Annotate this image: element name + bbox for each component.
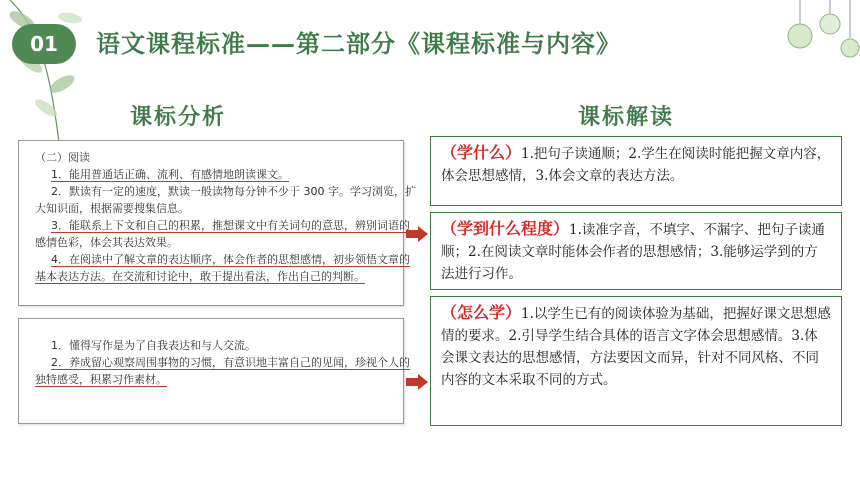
interpretation-label: （怎么学） [441, 303, 522, 322]
interpretation-what-to-learn [430, 136, 842, 206]
page-title: 语文课程标准——第二部分《课程标准与内容》 [96, 29, 621, 58]
leaf-decoration-icon [0, 0, 120, 150]
standard-excerpt-reading [18, 140, 416, 306]
left-section-heading: 课标分析 [130, 104, 227, 130]
interpretation-text: 1.以学生已有的阅读体验为基础，把握好课文思想感情的要求。2.引导学生结合具体的语言文字体会思想感情。3.体会课文表达的思想感情，方法要因文而异，针对不同风格、不同内容的文本采取不同的方式。 [441, 306, 831, 388]
standard-excerpt-writing [18, 318, 410, 424]
excerpt-line: 独特感受，积累习作素材。 [35, 373, 167, 386]
section-number-badge: 01 [12, 24, 76, 64]
hanging-bulbs-icon [770, 0, 860, 70]
right-arrow-icon [406, 226, 428, 242]
excerpt-line: 感情色彩，体会其表达效果。 [35, 236, 178, 249]
interpretation-how-to-learn [430, 296, 842, 426]
excerpt-line: 2．默读有一定的速度，默读一般读物每分钟不少于 300 字。学习浏览，扩 [51, 185, 416, 198]
excerpt-line: 2．养成留心观察周围事物的习惯，有意识地丰富自己的见闻，珍视个人的 [51, 356, 410, 369]
right-section-heading: 课标解读 [578, 104, 675, 130]
right-arrow-icon [406, 374, 428, 390]
excerpt-line: 1．能用普通话正确、流利、有感情地朗读课文。 [51, 168, 289, 181]
excerpt-line: 大知识面，根据需要搜集信息。 [35, 202, 189, 215]
excerpt-line: 3．能联系上下文和自己的积累，推想课文中有关词句的意思，辨别词语的 [51, 219, 410, 232]
excerpt-line: （二）阅读 [35, 151, 90, 164]
interpretation-text: 1.读准字音，不填字、不漏字、把句子读通顺；2.在阅读文章时能体会作者的思想感情；3.能够运学到的方法进行习作。 [441, 222, 825, 282]
excerpt-line: 基本表达方法。在交流和讨论中，敢于提出看法，作出自己的判断。 [35, 270, 365, 283]
interpretation-text: 1.把句子读通顺；2.学生在阅读时能把握文章内容，体会思想感情，3.体会文章的表达方法。 [441, 146, 831, 184]
interpretation-learning-level [430, 212, 842, 290]
excerpt-line: 1．懂得写作是为了自我表达和与人交流。 [51, 339, 256, 352]
interpretation-label: （学什么） [441, 143, 522, 162]
interpretation-label: （学到什么程度） [441, 219, 570, 238]
excerpt-line: 4．在阅读中了解文章的表达顺序，体会作者的思想感情，初步领悟文章的 [51, 253, 410, 266]
